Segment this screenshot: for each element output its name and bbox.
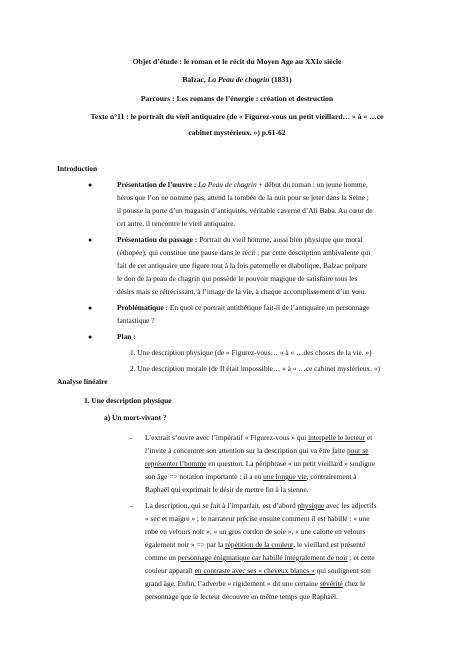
dash-icon: - [130,501,133,510]
text-line: fait de cet antiquaire une figure tout à la fois paternelle et diabolique, Balzac prépare [117,261,368,270]
text-span: l’invite à concentrer son attention sur la description qui va être faite [145,446,347,455]
text-line [145,579,365,589]
text-span: également noir » => par la [145,540,226,549]
header-work-title: La Peau de chagrin [207,75,270,84]
text-line: « sec et maigre » ; le narrateur précise ensuite comment il est habillé : « une [145,514,370,523]
bullet-label: Présentation du passage : [117,235,200,244]
intro-bullet-4: Plan : [117,332,136,341]
analysis-heading: Analyse linéaire [57,377,108,386]
header-line-2 [0,75,474,85]
text-span: En quoi ce portrait antithétique fait-il de l’antiquaire un personnage [169,303,370,312]
text-span: en question. La périphrase « un petit vieillard » souligne [206,459,375,468]
text-line: robe en velours noir », « un gros cordon de soie », « une calotte en velours [145,527,366,536]
text-line [145,566,371,576]
text-span: Portrait du vieil homme, aussi bien physique que moral [199,235,363,244]
text-line: (éthopée), qui constitue une pause dans le récit ; par cette description ambivalente qui [117,248,371,257]
text-line [145,553,375,563]
bullet-icon: ● [88,333,93,341]
plan-item-1: 1. Une description physique (de « Figurez-vous… » à « …des choses de la vie. ») [130,348,372,357]
text-span: La description, qui se fait à l’imparfait, est d’abord [145,501,298,510]
bullet-label: Problématique : [117,303,170,312]
text-line: Raphaël qui exprimait le désir de mettre fin à la sienne. [145,485,309,494]
intro-bullet-2 [117,235,363,245]
plan-item-2: 2. Une description morale (de Il était impossible… » à « …ce cabinet mystérieux. ») [130,364,380,373]
text-line [145,459,375,469]
underlined-text: pour se [346,446,369,455]
header-line-5: cabinet mystérieux. ») p.61-62 [188,128,286,137]
text-line: personnage que le lecteur découvre en même temps que Raphaël. [145,592,338,601]
underlined-text: personnage énigmatique car habillé intégralement de noir [177,553,348,562]
bullet-label: Présentation de l’œuvre : [117,180,199,189]
work-title: La Peau de chagrin [198,180,257,189]
bullet-icon: ● [88,181,93,189]
dash-icon: - [130,433,133,442]
text-span: son âge => notation importante : il a eu [145,472,264,481]
underlined-text: interpelle le lecteur [308,433,366,442]
underlined-text: répétition de la couleur [225,540,294,549]
part-1-heading: 1. Une description physique [84,396,172,405]
text-span: ; et cette [347,553,375,562]
text-span: chez le [342,579,366,588]
underlined-text: en contraste avec ses « cheveux blancs » [194,566,315,575]
text-line: il pousse la porte d’un magasin d’antiquités, véritable caverne d’Ali Baba. Au cœur de [117,206,373,215]
text-span: , contrairement à [306,472,357,481]
underlined-text: sévérité [319,579,343,588]
text-line [145,433,372,443]
text-span: et [365,433,373,442]
text-span: qui soulignent son [314,566,371,575]
header-author: Balzac, [182,75,208,84]
text-line: le don de la peau de chagrin qui possède le pouvoir magique de satisfaire tous les [117,274,358,283]
text-line: cet antre, il rencontre le vieil antiquaire. [117,219,236,228]
underlined-text: physique [297,501,325,510]
text-line [145,540,365,550]
text-span: + début du roman : un jeune homme, [256,180,368,189]
intro-heading: Introduction [57,164,98,173]
text-span: comme un [145,553,178,562]
subpart-a-heading: a) Un mort-vivant ? [104,413,167,422]
header-line-4: Texte n°11 : le portrait du vieil antiquaire (de « Figurez-vous un petit vieillard… » à « …ce [90,112,384,121]
header-line-3: Parcours : Les romans de l’énergie : création et destruction [140,94,334,103]
intro-bullet-1 [117,180,368,190]
header-year: (1831) [269,75,292,84]
text-line [145,472,357,482]
text-span: L’extrait s’ouvre avec l’impératif « Figurez-vous » qui [145,433,309,442]
text-line: héros que l’on ne nomme pas, attend la tombée de la nuit pour se jeter dans la Seine ; [117,193,369,202]
text-span: avec les adjectifs [324,501,377,510]
text-span: couleur apparaît [145,566,195,575]
text-span: , le vieillard est présenté [293,540,366,549]
text-span: grand âge. Enfin, l’adverbe « rigidement » dit une certaine [145,579,320,588]
text-line: désirs mais se rétrécissant, à l’image de la vie, à chaque accomplissement d’un vœu. [117,287,367,296]
intro-bullet-3 [117,303,370,313]
underlined-text: représenter l’homme [145,459,207,468]
text-line [145,501,377,511]
underlined-text: une longue vie [263,472,307,481]
bullet-icon: ● [88,304,93,312]
header-line-1: Objet d’étude : le roman et le récit du Moyen Age au XXIe siècle [132,57,342,66]
text-line: fantastique ? [117,316,155,325]
text-line [145,446,369,456]
bullet-icon: ● [88,236,93,244]
